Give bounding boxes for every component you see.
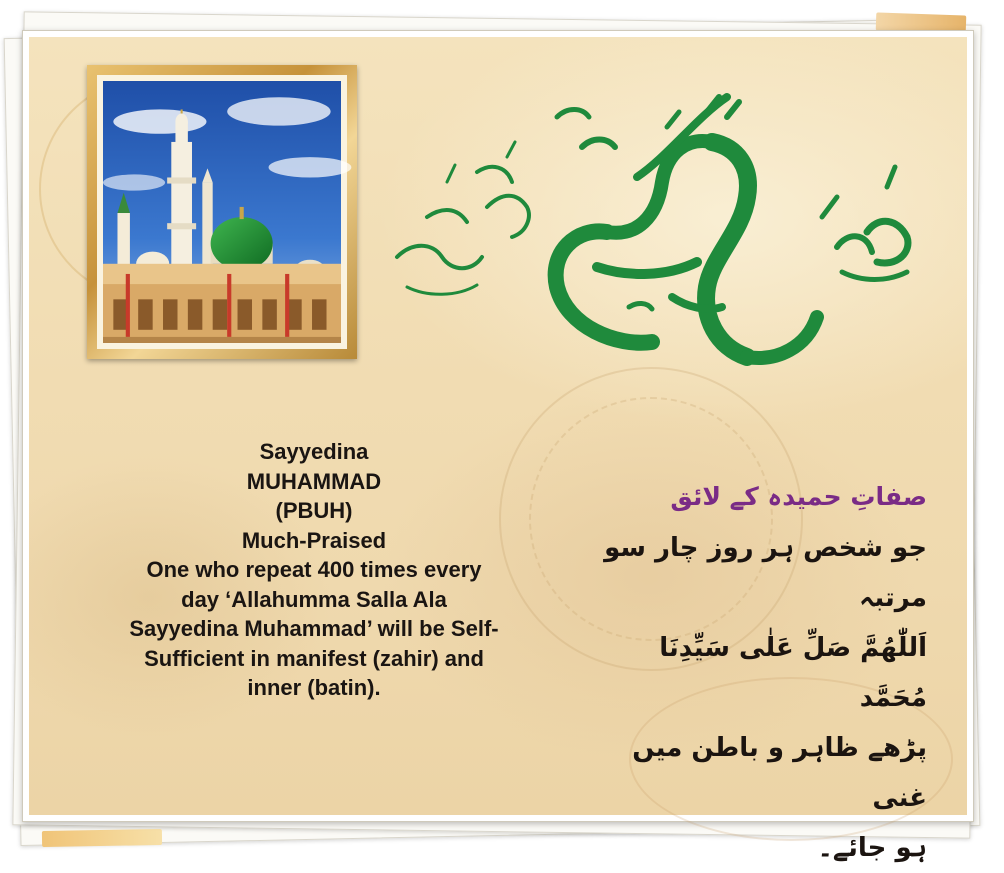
- english-line-9: inner (batin).: [247, 675, 381, 700]
- card: [22, 30, 974, 863]
- photo-frame: [87, 65, 357, 359]
- english-line-7: Sayyedina Muhammad’ will be Self-: [129, 616, 499, 641]
- mosque-photo: [103, 81, 341, 343]
- urdu-line-4: ہو جائے۔: [817, 833, 927, 863]
- urdu-line-1: جو شخص ہر روز چار سو مرتبہ: [604, 533, 927, 613]
- english-line-honorific: (PBUH): [275, 498, 353, 523]
- artwork: [29, 37, 967, 863]
- english-line-8: Sufficient in manifest (zahir) and: [144, 645, 484, 671]
- urdu-heading: صفاتِ حمیدہ کے لائق: [670, 482, 927, 511]
- english-description: [79, 437, 549, 703]
- urdu-line-3: پڑھے ظاہر و باطن میں غنی: [632, 733, 927, 813]
- bottom-page-edge: [42, 829, 162, 847]
- urdu-description: [597, 482, 927, 873]
- calligraphy-muhammad: [367, 57, 927, 377]
- english-line-6: day ‘Allahumma Salla Ala: [181, 586, 447, 612]
- arabic-calligraphy-icon: [367, 57, 927, 377]
- urdu-line-2: اَللّٰھُمَّ صَلِّ عَلٰی سَیِّدِنَا مُحَمَّد: [659, 633, 927, 713]
- english-line-title: Sayyedina: [259, 439, 369, 464]
- english-line-5: One who repeat 400 times every: [146, 557, 482, 582]
- photo-mat: [97, 75, 347, 349]
- english-line-meaning: Much-Praised: [241, 527, 387, 553]
- english-line-name: MUHAMMAD: [246, 468, 382, 494]
